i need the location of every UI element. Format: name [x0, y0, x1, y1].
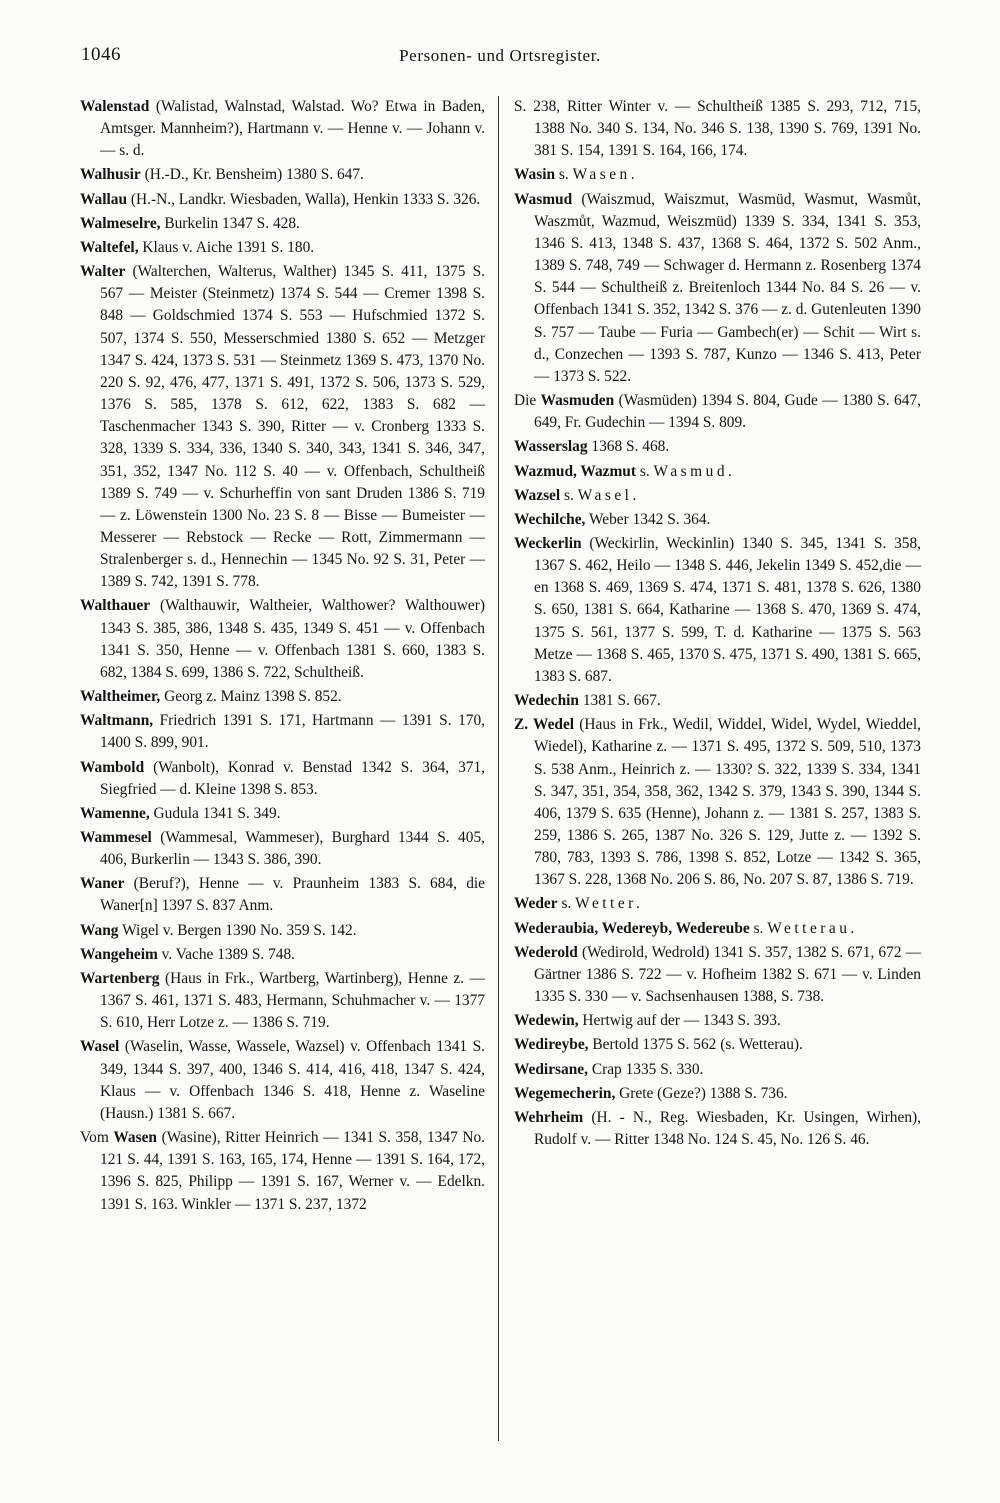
index-entry — [514, 1083, 921, 1105]
entry-headword: Wegemecherin, — [514, 1084, 616, 1102]
index-entry — [80, 1127, 485, 1216]
entry-lead: Vom — [80, 1129, 114, 1147]
entry-headword: Walhusir — [80, 166, 141, 184]
entry-headword: Waltheimer, — [80, 688, 161, 706]
entry-ref-prefix: s. — [555, 166, 573, 184]
entry-text: (Wanbolt), Konrad v. Benstad 1342 S. 364, 371, Siegfried — d. Kleine 1398 S. 853. — [100, 758, 485, 798]
index-entry — [80, 757, 485, 801]
index-entry — [514, 509, 921, 531]
entry-text: (Wedirold, Wedrold) 1341 S. 357, 1382 S. 671, 672 — Gärtner 1386 S. 722 — v. Hofheim 1382 S. 671 — v. Linden 1335 S. 330 — v. Sachsenhausen 1388, S. 738. — [534, 943, 921, 1006]
index-entry — [514, 1010, 921, 1032]
entry-text: (Haus in Frk., Wartberg, Wartinberg), Henne z. — 1367 S. 461, 1371 S. 483, Hermann, Schuhmacher v. — 1377 S. 610, Herr Lotze z. — 1386 S. 719. — [100, 969, 485, 1032]
index-entry — [514, 189, 921, 388]
entry-text: (Weckirlin, Weckinlin) 1340 S. 345, 1341 S. 358, 1367 S. 462, Heilo — 1348 S. 446, Jekelin 1349 S. 452,die —en 1368 S. 469, 1369 S. 474, 1371 S. 481, 1378 S. 626, 1380 S. 650, 1381 S. 664, Katharine — 1368 S. 470, 1369 S. 474, 1375 S. 561, 1377 S. 599, T. d. Katharine — 1375 S. 563 Metze — 1368 S. 465, 1370 S. 475, 1371 S. 490, 1381 S. 665, 1383 S. 687. — [534, 534, 921, 685]
entry-text: 1381 S. 667. — [579, 692, 661, 710]
entry-headword: Wasserslag — [514, 438, 588, 456]
entry-headword: Walter — [80, 263, 126, 281]
index-entry — [514, 1034, 921, 1056]
entry-headword: Wedewin, — [514, 1012, 579, 1030]
index-entry — [80, 261, 485, 593]
entry-headword: Wasel — [80, 1038, 120, 1056]
entry-headword: Wammesel — [80, 829, 152, 846]
entry-cross-reference: Wetterau. — [767, 919, 858, 937]
index-entry — [80, 803, 485, 825]
index-entry — [80, 873, 485, 917]
entry-headword: Wasin — [514, 166, 556, 184]
entry-headword: Wazsel — [514, 486, 561, 504]
index-entry — [514, 485, 921, 507]
entry-cross-reference: Wasen. — [572, 166, 639, 184]
entry-headword: Wederaubia, Wedereyb, Wedereube — [514, 919, 750, 937]
entry-headword: Waltmann, — [80, 712, 154, 730]
index-entry — [80, 944, 485, 966]
index-entry — [80, 1036, 485, 1125]
entry-headword: Weckerlin — [514, 534, 582, 552]
entry-cross-reference: Wasmud. — [653, 462, 736, 480]
index-entry — [514, 1107, 921, 1151]
entry-cross-reference: Wetter. — [575, 895, 644, 913]
index-entry — [80, 237, 485, 259]
entry-text: (Haus in Frk., Wedil, Widdel, Widel, Wydel, Wieddel, Wiedel), Katharine z. — 1371 S. 495, 1372 S. 509, 510, 1373 S. 538 Anm., Heinrich z. — 1330? S. 322, 1339 S. 334, 1341 S. 347, 351, 354, 358, 362, 1342 S. 379, 1343 S. 390, 1344 S. 406, 1379 S. 635 (Henne), Johann z. — 1381 S. 257, 1383 S. 259, 1386 S. 265, 1387 No. 326 S. 129, Jutte z. — 1392 S. 780, 783, 1393 S. 786, 1398 S. 852, Lotze — 1342 S. 365, 1367 S. 228, 1368 No. 206 S. 86, No. 207 S. 87, 1386 S. 719. — [534, 716, 921, 889]
entry-text: (Wasmüden) 1394 S. 804, Gude — 1380 S. 647, 649, Fr. Gudechin — 1394 S. 809. — [534, 392, 921, 432]
entry-text: Weber 1342 S. 364. — [585, 510, 711, 528]
entry-text: Bertold 1375 S. 562 (s. Wetterau). — [588, 1036, 803, 1054]
entry-headword: Wedechin — [514, 692, 579, 710]
entry-ref-prefix: s. — [636, 462, 654, 480]
entry-headword: Wasmuden — [540, 392, 615, 410]
entry-headword: Wamenne, — [80, 804, 150, 822]
index-entry — [514, 893, 921, 915]
entry-text: (Walthauwir, Waltheier, Walthower? Walthouwer) 1343 S. 385, 386, 1348 S. 435, 1349 S. 451 — v. Offenbach 1341 S. 350, Henne — v. Offenbach 1381 S. 660, 1383 S. 682, 1384 S. 699, 1386 S. 722, Schultheiß. — [100, 597, 485, 681]
index-entry — [80, 920, 485, 942]
entry-headword: Wehrheim — [514, 1108, 584, 1126]
index-entry — [514, 164, 921, 186]
entry-headword: Weder — [514, 895, 558, 913]
index-entry — [514, 390, 921, 434]
column-divider — [498, 96, 499, 1441]
right-column — [514, 96, 921, 1153]
entry-text: Hertwig auf der — 1343 S. 393. — [578, 1012, 781, 1030]
index-entry — [514, 533, 921, 688]
entry-headword: Walthauer — [80, 597, 151, 615]
entry-lead: Die — [514, 392, 541, 410]
index-entry — [80, 710, 485, 754]
index-entry — [514, 690, 921, 712]
index-entry — [514, 942, 921, 1008]
entry-text: 1368 S. 468. — [587, 438, 670, 456]
entry-text: Gudula 1341 S. 349. — [149, 804, 281, 822]
entry-text: (Walistad, Walnstad, Walstad. Wo? Etwa in Baden, Amtsger. Mannheim?), Hartmann v. — Henne v. — Johann v. — s. d. — [100, 98, 485, 160]
index-entry — [80, 164, 485, 186]
index-entry — [514, 714, 921, 891]
entry-text: Georg z. Mainz 1398 S. 852. — [160, 688, 342, 706]
entry-text: (Waselin, Wasse, Wassele, Wazsel) v. Offenbach 1341 S. 349, 1344 S. 397, 400, 1346 S. 414, 416, 418, 1347 S. 424, Klaus — v. Offenbach 1346 S. 418, Henne z. Waseline (Hausn.) 1381 S. 667. — [100, 1038, 485, 1122]
entry-text: (H.-D., Kr. Bensheim) 1380 S. 647. — [140, 166, 364, 184]
index-entry — [514, 918, 921, 940]
entry-text: Grete (Geze?) 1388 S. 736. — [615, 1084, 788, 1102]
entry-headword: Walenstad — [80, 98, 150, 115]
entry-headword: Wangeheim — [80, 945, 158, 963]
left-column — [80, 96, 485, 1218]
entry-text: (H.-N., Landkr. Wiesbaden, Walla), Henkin 1333 S. 326. — [127, 190, 481, 208]
entry-headword: Wedireybe, — [514, 1036, 589, 1054]
entry-ref-prefix: s. — [557, 895, 576, 913]
entry-text: Friedrich 1391 S. 171, Hartmann — 1391 S. 170, 1400 S. 899, 901. — [100, 712, 485, 752]
index-entry — [80, 96, 485, 162]
entry-headword: Z. Wedel — [514, 716, 575, 734]
entry-text: (Waiszmud, Waiszmut, Wasmüd, Wasmut, Wasmůt, Waszmůt, Wazmud, Weiszmüd) 1339 S. 334, 1341 S. 353, 1346 S. 413, 1348 S. 437, 1368 S. 464, 1372 S. 502 Anm., 1389 S. 748, 749 — Schwager d. Hermann z. Rosenberg 1374 S. 544 — Schultheiß z. Breitenloch 1344 No. 84 S. 26 — v. Offenbach 1341 S. 352, 1342 S. 376 — z. d. Gutenleuten 1390 S. 757 — Taube — Furia — Gambech(er) — Schit — Wirt s. d., Conzechen — 1393 S. 787, Kunzo — 1346 S. 413, Peter — 1373 S. 522. — [534, 190, 921, 385]
entry-cross-reference: Wasel. — [577, 486, 640, 504]
entry-headword: Wazmud, Wazmut — [514, 462, 636, 480]
entry-headword: Walmeselre, — [80, 214, 161, 232]
entry-headword: Wartenberg — [80, 969, 160, 987]
entry-headword: Wambold — [80, 758, 145, 776]
entry-headword: Waner — [80, 875, 125, 893]
entry-headword: Wederold — [514, 943, 578, 961]
entry-headword: Wallau — [80, 190, 128, 208]
entry-text: (Wammesal, Wammeser), Burghard 1344 S. 405, 406, Burkerlin — 1343 S. 386, 390. — [100, 829, 485, 869]
entry-headword: Wasmud — [514, 190, 573, 208]
index-entry — [80, 213, 485, 235]
index-entry — [80, 968, 485, 1034]
entry-headword: Wang — [80, 921, 119, 939]
index-entry — [80, 189, 485, 211]
index-entry — [514, 461, 921, 483]
entry-text: S. 238, Ritter Winter v. — Schultheiß 1385 S. 293, 712, 715, 1388 No. 340 S. 134, No. 346 S. 138, 1390 S. 769, 1391 No. 381 S. 154, 1391 S. 164, 166, 174. — [514, 98, 921, 160]
entry-text: Klaus v. Aiche 1391 S. 180. — [138, 238, 315, 256]
index-entry — [514, 1059, 921, 1081]
index-entry — [80, 686, 485, 708]
index-entry — [80, 827, 485, 871]
entry-headword: Waltefel, — [80, 238, 139, 256]
entry-text: (H. - N., Reg. Wiesbaden, Kr. Usingen, Wirhen), Rudolf v. — Ritter 1348 No. 124 S. 45, No. 126 S. 46. — [534, 1108, 921, 1149]
entry-ref-prefix: s. — [560, 486, 578, 504]
entry-text: v. Vache 1389 S. 748. — [157, 945, 296, 963]
entry-text: (Beruf?), Henne — v. Praunheim 1383 S. 684, die Waner[n] 1397 S. 837 Anm. — [100, 875, 485, 915]
entry-text: Crap 1335 S. 330. — [587, 1060, 704, 1078]
entry-text: (Wasine), Ritter Heinrich — 1341 S. 358, 1347 No. 121 S. 44, 1391 S. 163, 165, 174, Henne — 1391 S. 164, 172, 1396 S. 825, Philipp — 1391 S. 167, Werner v. — Edelkn. 1391 S. 163. Winkler — 1371 S. 237, 1372 — [100, 1129, 485, 1213]
entry-text: Burkelin 1347 S. 428. — [160, 214, 300, 232]
index-entry — [514, 96, 921, 162]
page-number: 1046 — [81, 44, 121, 65]
index-entry — [80, 595, 485, 684]
entry-headword: Wasen — [113, 1129, 157, 1147]
entry-ref-prefix: s. — [749, 919, 768, 937]
entry-headword: Wedirsane, — [514, 1060, 588, 1078]
entry-text: (Walterchen, Walterus, Walther) 1345 S. 411, 1375 S. 567 — Meister (Steinmetz) 1374 S. 544 — Cremer 1398 S. 848 — Goldschmied 1374 S. 553 — Hufschmied 1372 S. 507, 1374 S. 550, Messerschmied 1380 S. 652 — Metzger 1347 S. 424, 1373 S. 531 — Steinmetz 1369 S. 473, 1370 No. 220 S. 92, 476, 477, 1371 S. 491, 1372 S. 506, 1373 S. 529, 1376 S. 585, 1378 S. 612, 622, 1383 S. 682 — Taschenmacher 1343 S. 390, Ritter — v. Cronberg 1333 S. 328, 1339 S. 334, 336, 1340 S. 340, 343, 1341 S. 346, 347, 351, 352, 1347 No. 112 S. 40 — v. Offenbach, Schultheiß 1389 S. 749 — v. Schurheffin von sant Druden 1386 S. 719 — z. Löwenstein 1300 No. 23 S. 8 — Bisse — Bumeister — Messerer — Rebstock — Recke — Rott, Zimmermann — Stralenberger s. d., Hennechin — 1345 No. 92 S. 31, Peter — 1389 S. 742, 1391 S. 778. — [100, 263, 485, 591]
entry-headword: Wechilche, — [514, 510, 586, 528]
index-entry — [514, 436, 921, 458]
running-title: Personen- und Ortsregister. — [399, 46, 601, 65]
entry-text: Wigel v. Bergen 1390 No. 359 S. 142. — [118, 921, 357, 939]
